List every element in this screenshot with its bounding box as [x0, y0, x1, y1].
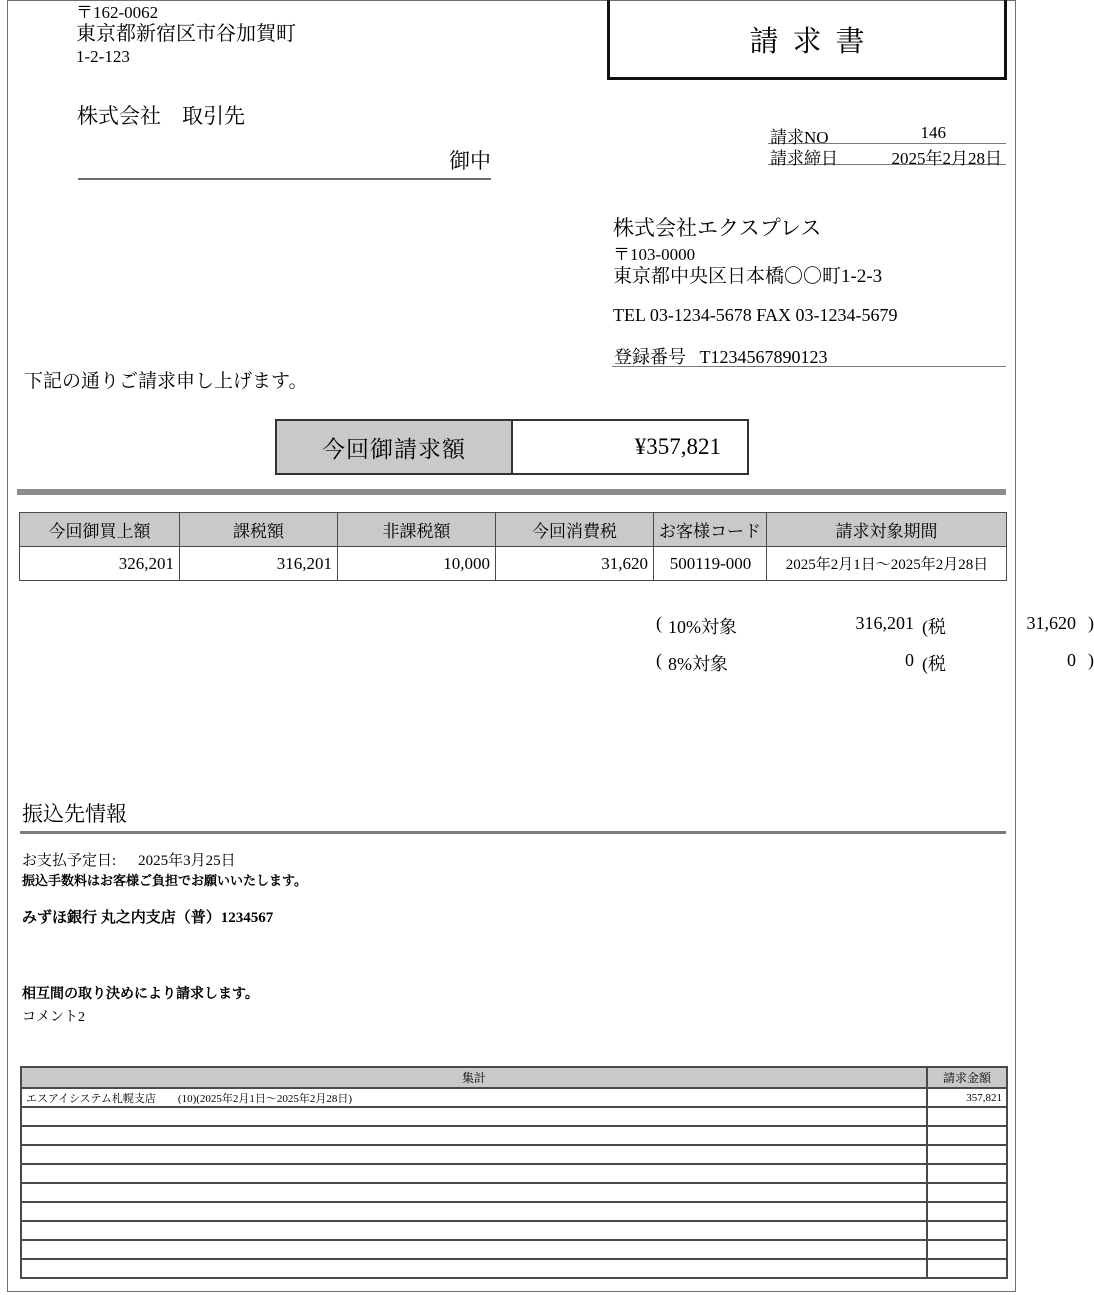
table-row [21, 1107, 1007, 1126]
summary-header-customer-code: お客様コード [654, 513, 767, 547]
summary-header-consumption-tax: 今回消費税 [496, 513, 654, 547]
summary-data-row [20, 547, 1007, 581]
detail-cell-amount [927, 1107, 1007, 1126]
issuer-registration-number: T1234567890123 [699, 347, 828, 367]
customer-address-line2: 1-2-123 [76, 47, 130, 66]
invoice-number-row [768, 123, 1006, 147]
lead-sentence: 下記の通りご請求申し上げます。 [24, 371, 308, 392]
comment-line-2: コメント2 [22, 1010, 85, 1025]
total-amount-label: 今回御請求額 [277, 421, 513, 473]
detail-cell-amount: 357,821 [927, 1088, 1007, 1107]
detail-cell-summary [21, 1202, 927, 1221]
summary-value-nontaxable: 10,000 [338, 547, 496, 581]
tax-close-paren-10: ) [1088, 613, 1094, 633]
table-row [21, 1202, 1007, 1221]
summary-header-row [20, 513, 1007, 547]
detail-cell-amount [927, 1164, 1007, 1183]
customer-honorific: 御中 [449, 149, 491, 173]
issuer-address: 東京都中央区日本橋〇〇町1-2-3 [613, 266, 883, 287]
customer-address-line1: 東京都新宿区市谷加賀町 [76, 23, 296, 45]
issuer-registration-label: 登録番号 [614, 347, 686, 367]
summary-value-customer-code: 500119-000 [654, 547, 767, 581]
detail-cell-amount [927, 1221, 1007, 1240]
table-row [21, 1221, 1007, 1240]
tax-base-amount-10: 316,201 [855, 613, 914, 633]
detail-header-summary: 集計 [21, 1067, 927, 1088]
summary-value-taxable: 316,201 [180, 547, 338, 581]
summary-header-billing-period: 請求対象期間 [767, 513, 1007, 547]
comment-line-1: 相互間の取り決めにより請求します。 [22, 987, 259, 1002]
detail-cell-amount [927, 1145, 1007, 1164]
detail-cell-summary [21, 1145, 927, 1164]
bank-section-divider [20, 831, 1006, 834]
summary-value-billing-period: 2025年2月1日〜2025年2月28日 [767, 547, 1007, 581]
detail-cell-summary [21, 1240, 927, 1259]
summary-value-purchase: 326,201 [20, 547, 180, 581]
issuer-registration-line [612, 343, 1006, 367]
table-row [21, 1240, 1007, 1259]
invoice-closing-date-row [768, 145, 1006, 168]
tax-open-paren-8: ( [656, 650, 662, 670]
summary-header-taxable: 課税額 [180, 513, 338, 547]
transfer-fee-note: 振込手数料はお客様ご負担でお願いいたします。 [22, 873, 307, 888]
payment-due-date [22, 849, 236, 870]
payment-due-date-value: 2025年3月25日 [138, 853, 236, 869]
detail-cell-summary: エスアイシステム札幌支店 (10)(2025年2月1日〜2025年2月28日) [21, 1088, 927, 1107]
table-row [21, 1259, 1007, 1278]
payment-due-date-label: お支払予定日: [22, 853, 117, 869]
detail-cell-summary [21, 1221, 927, 1240]
customer-zip: 〒162-0062 [76, 3, 159, 22]
tax-mid-label-10: (税 [922, 617, 946, 637]
invoice-number-label: 請求NO [770, 128, 829, 147]
tax-rate-label-10: 10%対象 [668, 617, 737, 637]
table-row [21, 1164, 1007, 1183]
tax-close-paren-8: ) [1088, 650, 1094, 670]
summary-value-consumption-tax: 31,620 [496, 547, 654, 581]
summary-table [19, 512, 1007, 581]
detail-cell-summary [21, 1164, 927, 1183]
tax-mid-label-8: (税 [922, 654, 946, 674]
detail-header-amount: 請求金額 [927, 1067, 1007, 1088]
tax-amount-10: 31,620 [1026, 613, 1076, 633]
customer-honorific-line [78, 148, 491, 180]
tax-open-paren-10: ( [656, 613, 662, 633]
table-row [21, 1088, 1007, 1107]
bank-section-title: 振込先情報 [22, 802, 127, 826]
detail-cell-summary [21, 1259, 927, 1278]
summary-header-purchase: 今回御買上額 [20, 513, 180, 547]
issuer-zip: 〒103-0000 [613, 245, 696, 264]
detail-table [20, 1066, 1008, 1279]
detail-cell-summary [21, 1183, 927, 1202]
detail-cell-amount [927, 1126, 1007, 1145]
detail-cell-summary [21, 1126, 927, 1145]
document-title-box [607, 0, 1007, 80]
table-row [21, 1126, 1007, 1145]
page-title: 請求書 [749, 26, 879, 58]
tax-rate-label-8: 8%対象 [668, 654, 728, 674]
invoice-closing-date-label: 請求締日 [770, 149, 838, 168]
detail-cell-summary [21, 1107, 927, 1126]
detail-cell-amount [927, 1183, 1007, 1202]
invoice-closing-date-value: 2025年2月28日 [891, 149, 1002, 168]
tax-base-amount-8: 0 [905, 650, 914, 670]
section-divider [17, 489, 1006, 495]
issuer-name: 株式会社エクスプレス [613, 216, 822, 240]
tax-amount-8: 0 [1067, 650, 1076, 670]
detail-cell-amount [927, 1240, 1007, 1259]
detail-table-body [21, 1088, 1007, 1278]
issuer-tel-fax: TEL 03-1234-5678 FAX 03-1234-5679 [613, 305, 898, 325]
total-amount-box [275, 419, 749, 475]
detail-header-row [21, 1067, 1007, 1088]
table-row [21, 1183, 1007, 1202]
bank-account-info: みずほ銀行 丸之内支店（普）1234567 [22, 910, 274, 926]
detail-cell-amount [927, 1202, 1007, 1221]
total-amount-value: ¥357,821 [513, 421, 747, 473]
issuer-registration [614, 343, 828, 369]
summary-header-nontaxable: 非課税額 [338, 513, 496, 547]
table-row [21, 1145, 1007, 1164]
invoice-number-value: 146 [920, 123, 946, 142]
detail-cell-amount [927, 1259, 1007, 1278]
customer-name: 株式会社 取引先 [77, 104, 245, 128]
